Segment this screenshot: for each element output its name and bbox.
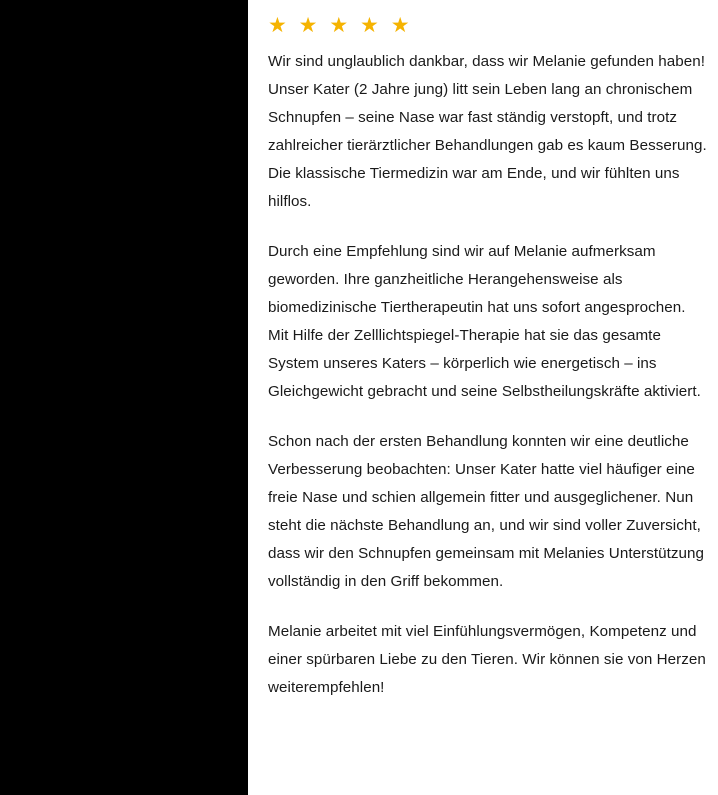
review-paragraph: Wir sind unglaublich dankbar, dass wir Melanie gefunden haben! Unser Kater (2 Jahre jung) litt sein Leben lang an chronischem Schnupfen – seine Nase war fast ständig verstopft, und trotz zahlreicher tierärztlicher Behandlungen gab es kaum Besserung. Die klassische Tiermedizin war am Ende, und wir fühlten uns hilflos. — [268, 53, 707, 210]
star-icon: ★ — [360, 14, 382, 37]
sidebar-image-panel — [0, 0, 248, 795]
star-icon: ★ — [268, 14, 290, 37]
star-icon: ★ — [329, 14, 352, 37]
review-paragraph: Durch eine Empfehlung sind wir auf Melanie aufmerksam geworden. Ihre ganzheitliche Herangehensweise als biomedizinische Tiertherapeutin hat uns sofort angesprochen. Mit Hilfe der Zelllichtspiegel-Therapie hat sie das gesamte System unseres Katers – körperlich wie energetisch – ins Gleichgewicht gebracht und seine Selbstheilungskräfte aktiviert. — [268, 243, 701, 400]
star-rating — [268, 14, 708, 38]
star-icon: ★ — [390, 14, 413, 37]
review-paragraph: Schon nach der ersten Behandlung konnten wir eine deutliche Verbesserung beobachten: Unser Kater hatte viel häufiger eine freie Nase und schien allgemein fitter und ausgeglichener. Nun steht die nächste Behandlung an, und wir sind voller Zuversicht, dass wir den Schnupfen gemeinsam mit Melanies Unterstützung vollständig in den Griff bekommen. — [268, 433, 705, 590]
star-icon: ★ — [298, 14, 321, 37]
review-paragraph: Melanie arbeitet mit viel Einfühlungsvermögen, Kompetenz und einer spürbaren Liebe zu den Tieren. Wir können sie von Herzen weiterempfehlen! — [268, 623, 706, 696]
review-content — [248, 0, 718, 795]
